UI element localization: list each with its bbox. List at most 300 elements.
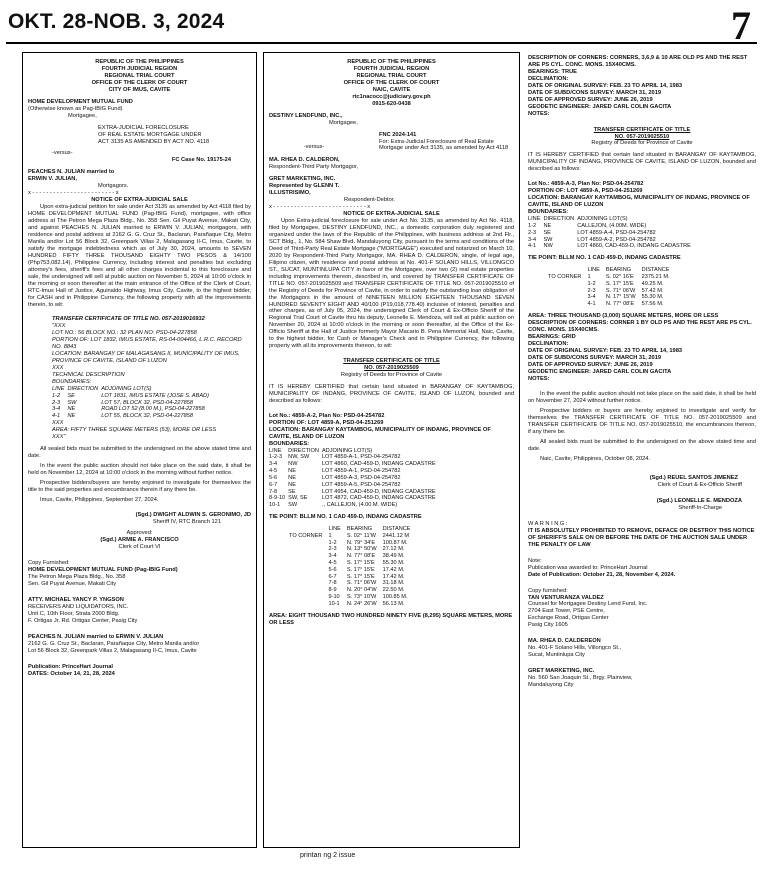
- tct-line-1: LOT NO.: 56 BLOCK NO.: 32 PLAN NO: PSD-04-227858: [52, 330, 197, 337]
- bound-cell-0: 4-1: [528, 243, 537, 250]
- copy-furnished-label: Copy Furnished:: [28, 560, 70, 567]
- bearing-row: [289, 601, 417, 608]
- bearing-row: [289, 540, 417, 547]
- court-line-4: CITY OF IMUS, CAVITE: [108, 86, 171, 93]
- bound-header-cell-1: DIRECTION: [288, 447, 319, 454]
- publication-label: Publication: PrinceHart Journal: [28, 663, 114, 670]
- tct-line-2: PORTION OF: LOT 1832, IMUS ESTATE, RS-04-004466, L.R.C. RECORD NO. 8843: [52, 337, 242, 351]
- note-publication: Publication was awarded to: PrinceHart Journal: [528, 564, 648, 571]
- versus-label: -versus-: [303, 143, 325, 150]
- cf-calderon: MA. RHEA D. CALDEREON: [528, 638, 601, 645]
- bearing-cell-2: 31.18 M.: [382, 580, 405, 587]
- bound-cell-2: LOT 4859-A-3, PSD-04-254782: [321, 474, 401, 481]
- tct-number: NO. 057-2019025510: [614, 133, 670, 140]
- defendant-line-2: ERWIN V. JULIAN,: [28, 176, 77, 183]
- bearing-cell-1: N. 77° 08'E: [346, 553, 376, 560]
- defendant-role: Mortgagors.: [98, 183, 129, 190]
- bound-cell-1: NE: [67, 406, 76, 413]
- case-title-line-0: EXTRA-JUDICIAL FORECLOSURE: [98, 124, 189, 131]
- bound-header-cell-0: LINE: [52, 385, 65, 392]
- cf-gret-line-2: Mandaluyong City: [528, 682, 574, 689]
- bound-cell-0: 3-4: [269, 461, 278, 468]
- original-survey: DATE OF ORIGINAL SURVEY: FEB. 23 TO APRIL 14, 1983: [528, 82, 683, 89]
- bound-cell-0: 1-2-3: [269, 454, 283, 461]
- bound-cell-2: LOT 4859-A-5, PSD-04-254782: [321, 481, 401, 488]
- bearing-cell-0: 9-10: [328, 594, 340, 601]
- court-line-2: REGIONAL TRIAL COURT: [104, 72, 175, 79]
- bound-cell-2: LOT 55, BLOCK 32, PSD-04-227858: [101, 413, 193, 420]
- court-line-3: OFFICE OF THE CLERK OF COURT: [91, 79, 188, 86]
- bearing-row-label: TO CORNER: [548, 273, 582, 280]
- tct-tail-line-1: AREA: FIFTY THREE SQUARE METERS (53), MORE OR LESS: [52, 427, 217, 433]
- print-note: printan ng 2 issue: [300, 852, 356, 859]
- bound-cell-0: 1-2: [52, 392, 61, 399]
- bearing-cell-0: 2-3: [328, 546, 337, 553]
- signature-sheriff-title: Sheriff IV, RTC Branch 121: [152, 518, 221, 525]
- copy-furnished-label: Copy furnished:: [528, 587, 568, 594]
- bearing-cell-1: S. 17° 15'E: [346, 559, 375, 566]
- bound-row: [269, 461, 439, 468]
- plaintiff-role: Mortgagee,: [329, 119, 358, 126]
- bound-header: [269, 448, 439, 455]
- bound-cell-1: NE: [67, 413, 76, 420]
- bearing-cell-1: S. 73° 10'W: [346, 594, 377, 601]
- notice-destiny-lendfund: [263, 52, 520, 848]
- tct-line-4: XXX: [52, 365, 64, 372]
- cf-atty: ATTY. MICHAEL YANCY P. YNGSON: [28, 597, 124, 604]
- issue-date-range: OKT. 28-NOB. 3, 2024: [8, 10, 225, 33]
- bound-row: [52, 400, 212, 407]
- cf-pagibig: HOME DEVELOPMENT MUTUAL FUND (Pag-IBIG Fund): [28, 567, 178, 574]
- bearing-cell-2: 22.50 M.: [382, 587, 405, 594]
- bound-cell-0: 2-3: [52, 399, 61, 406]
- bearing-cell-2: 27.12 M.: [382, 546, 405, 553]
- bound-header-cell-1: DIRECTION: [67, 385, 99, 392]
- cf-atty-firm: RECEIVERS AND LIQUIDATORS, INC.: [28, 604, 129, 611]
- bound-row: [269, 468, 439, 475]
- respondent-1-role: Respondent-Third Party Mortgagor,: [269, 164, 359, 171]
- paragraph-bids: All sealed bids must be submitted to the undersigned on the above stated time and date.: [528, 439, 756, 453]
- bound-cell-2: LOT 4954, CAD-459-D, INDANG CADASTRE: [321, 488, 436, 495]
- cf-pagibig-address-1: The Petron Mega Plaza Bldg., No. 358: [28, 574, 126, 581]
- paragraph-bids: All sealed bids must be submitted to the undersigned on the above stated time and date.: [28, 445, 251, 459]
- notice-title: NOTICE OF EXTRA-JUDICIAL SALE: [91, 197, 188, 204]
- bound-row: [528, 237, 694, 244]
- court-line-2: REGIONAL TRIAL COURT: [356, 72, 427, 79]
- signature-sheriff: (Sgd.) LEONELLE E. MENDOZA: [656, 497, 742, 504]
- tct-registry: Registry of Deeds for Province of Cavite: [340, 372, 443, 379]
- bearing-cell-1: N. 13° 50'W: [346, 546, 377, 553]
- bound-cell-1: SE: [288, 488, 296, 495]
- cf-pagibig-address-2: Sen. Gil Puyat Avenue, Makati City: [28, 581, 117, 588]
- bearing-row-label: [289, 567, 328, 574]
- bound-cell-2: LOT 4859-A-1, PSD-04-254782: [321, 468, 401, 475]
- corners-description-2: DESCRIPTION OF CORNERS: CORNER 1 BY OLD PS AND THE REST ARE PS CYL. CONC. MONS. 15X40CMS.: [528, 319, 752, 333]
- bearing-cell-0: 1: [328, 532, 332, 539]
- tct-title: TRANSFER CERTIFICATE OF TITLE: [343, 358, 440, 365]
- tie-point: TIE POINT: BLLM NO. 1 CAD 459-D, INDANG CADASTRE: [269, 513, 422, 520]
- lot-area: AREA: EIGHT THOUSAND TWO HUNDRED NINETY FIVE (8,295) SQUARE METERS, MORE OR LESS: [269, 612, 513, 626]
- bearing-row-label: [289, 560, 328, 567]
- paragraph-dateline: Imus, Cavite, Philippines, September 27, 2024.: [40, 496, 159, 503]
- bound-cell-1: SE: [67, 392, 75, 399]
- bound-cell-0: 6-7: [269, 481, 278, 488]
- respondent-1: MA. RHEA D. CALDERON,: [269, 157, 340, 164]
- bearing-row: [289, 560, 417, 567]
- bound-cell-1: SW: [288, 502, 298, 509]
- bearing-cell-1: N. 17° 15'W: [605, 294, 636, 301]
- tct-line-3: LOCATION: BARANGAY OF MALAGASANG II, MUNICIPALITY OF IMUS, PROVINCE OF CAVITE, ISLAND OF LUZON: [52, 351, 240, 365]
- original-survey-2: DATE OF ORIGINAL SURVEY: FEB. 23 TO APRIL 14, 1983: [528, 347, 683, 354]
- bearing-cell-0: 10-1: [328, 600, 340, 607]
- warning-title: W A R N I N G :: [528, 520, 568, 527]
- lot-number: Lot No.: 4859-A-3, Plan No: PSD-04-254782: [528, 181, 644, 188]
- cf-mortgagors-address-1: 2162 G. G. Cruz St., Baclaran, Parañaque City, Metro Manila and/or: [28, 640, 200, 647]
- bearings-type: BEARINGS: TRUE: [528, 68, 577, 75]
- case-title-line-1: OF REAL ESTATE MORTGAGE UNDER: [98, 131, 202, 138]
- bound-cell-0: 1-2: [528, 222, 537, 229]
- declination-2: DECLINATION:: [528, 340, 569, 347]
- cf-counsel-line-2: 2704 East Tower, PSE Centre,: [528, 608, 605, 615]
- signature-clerk-title: Clerk of Court & Ex-Officio Sheriff: [657, 482, 742, 489]
- bearing-cell-1: S. 17° 15'E: [346, 573, 375, 580]
- plaintiff-name: DESTINY LENDFUND, INC.,: [269, 112, 343, 119]
- notes-label-2: NOTES:: [528, 375, 550, 382]
- bearing-row: [289, 567, 417, 574]
- cf-mortgagors: PEACHES N. JULIAN married to ERWIN V. JULIAN: [28, 633, 164, 640]
- cf-counsel-line-1: Counsel for Mortgagee Destiny Lend Fund, Inc.: [528, 601, 648, 608]
- bearing-cell-1: N. 24° 26'W: [346, 600, 377, 607]
- signature-clerk: (Sgd.) ARMIE A. FRANCISCO: [100, 537, 179, 544]
- bearing-row: [548, 294, 676, 301]
- cf-gret-line-1: No. 560 San Joaquin St., Brgy. Plainview,: [528, 675, 633, 682]
- bound-cell-1: SW, SE: [288, 495, 308, 502]
- bearing-row: [548, 281, 676, 288]
- bound-row: [52, 413, 212, 420]
- respondent-2-rep: Represented by GLENN T.: [269, 183, 340, 190]
- bound-cell-2: CALLEJON, (4.00M. WIDE): [577, 222, 647, 229]
- bearings-table: [289, 526, 417, 608]
- cf-counsel: TAN VENTURANZA VALDEZ: [528, 594, 604, 601]
- corners-description: DESCRIPTION OF CORNERS: CORNERS, 3,6,9 & 10 ARE OLD PS AND THE REST ARE PS CYL. CONC. MONS. 15X40CMS.: [528, 55, 748, 68]
- bounds-table: [269, 448, 439, 509]
- bearing-row-label: [289, 546, 328, 553]
- bearing-cell-1: N. 79° 34'E: [346, 539, 376, 546]
- note-label: Note:: [528, 557, 542, 564]
- case-caption: [269, 132, 514, 153]
- bound-row: [269, 502, 439, 509]
- bearing-row-label: [548, 288, 587, 295]
- bound-cell-0: 2-3: [528, 229, 537, 236]
- plaintiff-name: HOME DEVELOPMENT MUTUAL FUND: [28, 98, 133, 105]
- plaintiff-aka: (Otherwise known as Pag-IBIG Fund): [28, 105, 123, 112]
- plaintiff-role: Mortgagee,: [68, 112, 97, 119]
- bounds-table: [528, 216, 694, 250]
- bearing-row: [289, 533, 417, 540]
- bearing-header-cell-2: DISTANCE: [641, 267, 670, 274]
- tct-tail: [52, 420, 251, 441]
- bearing-row: [289, 594, 417, 601]
- bound-header: [52, 386, 212, 393]
- bearing-cell-2: 100.87 M.: [382, 539, 408, 546]
- warning-text: IT IS ABSOLUTELY PROHIBITED TO REMOVE, DEFACE OR DESTROY THIS NOTICE OF SHERIFF'S SALE ON OR BEFORE THE DATE OF THE AUCTION SALE UNDER THE PENALTY OF LAW: [528, 527, 755, 548]
- versus-label: -versus-: [52, 150, 73, 157]
- bearing-cell-1: S. 71° 06'W: [605, 287, 636, 294]
- bearing-row-label: [289, 580, 328, 587]
- bearing-cell-0: 2-3: [587, 287, 596, 294]
- bound-cell-1: NE: [288, 481, 296, 488]
- bound-cell-0: 8-9-10: [269, 495, 286, 502]
- notice-body: Upon Extra-judicial foreclosure for sale under Act No. 3135, as amended by Act No. 4118, filed by Mortgagee, DESTINY LENDFUND, INC., a domestic corporation duly registered and organized under the laws of the Republic of the Philippines, with business address at 2nd Flr., SCT Bldg., 1, No. 584 Shaw Blvd. Mandaluyong City, pursuant to the terms and conditions of the Deed of Third-Party Real Estate Mortgage ("MORTGAGE") executed and notarized on March 10, 2020 by Respondent-Third Party Mortgagor, MA. RHEA D. CALDERON, single, of legal age, Filipino citizen, with residence and postal address at No. 401-F SOLANO HILLS, VILLONGCO ST., SUCAT, MUNTINLUPA CITY in favor of the Mortgagee, over two (2) real estate properties including improvements thereon, described in, and covered by TRANSFER CERTIFICATE OF TITLE NO. 057-2019025509 and TRANSFER CERTIFICATE OF TITLE NO. 057-2019025510 of the Registry of Deeds for Province of Cavite, in order to satisfy the outstanding loan obligation of the Mortgagors in the amount of NINETEEN MILLION EIGHTEEN THOUSAND SEVEN HUNDRED SEVENTY EIGHT AND 40/100 (P19,018,778.40) inclusive of interest, penalties and other charges, as of July 05, 2024, the undersigned Clerk of Court & Ex-Officio Sheriff of the Regional Trial Court of Cavite thru his deputy, Leonelle E. Mendoza, will sell at public auction on November 20, 2024 at 10:00 o'clock in the morning or soon thereafter, at the Office of the Ex-Officio Sheriff at the Hall of Justice formerly Mayor Macario B. Pena Memorial Hall, Naic, Cavite, to the highest bidder, for Cash or Manager's Check and in Philippine Currency, the following property with all its improvements thereon, to wit:: [269, 218, 514, 350]
- bearing-cell-2: 49.25 M.: [641, 280, 664, 287]
- bearing-cell-1: S. 17° 15'E: [605, 280, 634, 287]
- paragraph-investigate: Prospective bidders or buyers are hereby enjoined to investigate and verify for themselves the TRANSFER CERTIFICATE OF TITLE NO. 057-2019025509 and TRANSFER CERTIFICATE OF TITLE NO. 057-2019025510, the encumbrances thereon, if any there be.: [528, 408, 756, 436]
- header-rule: [6, 42, 757, 44]
- boundaries-label: BOUNDARIES:: [269, 440, 310, 447]
- bearing-cell-2: 55.30 M.: [382, 559, 405, 566]
- bound-row: [269, 482, 439, 489]
- case-title-line-2: ACT 3135 AS AMENDED BY ACT NO. 4118: [98, 138, 210, 145]
- paragraph-investigate: Prospective bidders/buyers are hereby enjoined to investigate for themselves the title to the said properties and encumbrance therein if any there be.: [28, 479, 251, 493]
- bound-cell-2: LOT 4860, CAD-459-D, INDANG CADASTRE: [577, 243, 691, 250]
- bearings-type-2: BEARINGS: GRID: [528, 333, 576, 340]
- bearing-cell-0: 3-4: [328, 553, 337, 560]
- tct-registry: Registry of Deeds for Province of Cavite: [591, 140, 693, 147]
- approved-label: Approved:: [126, 530, 153, 537]
- bearing-cell-0: 3-4: [587, 294, 596, 301]
- bounds-table: [52, 386, 212, 420]
- lot-portion: PORTION OF: LOT 4859-A, PSD-04-251269: [528, 188, 643, 195]
- bearing-cell-1: S. 02° 16'E: [605, 273, 634, 280]
- defendant-line-1: PEACHES N. JULIAN married to: [28, 169, 115, 176]
- respondent-2-rep-name: ILLUSTRISIMO,: [269, 190, 311, 197]
- notice-pagibig-julian: [22, 52, 257, 848]
- divider: x - - - - - - - - - - - - - - - - - - - - - - - - x: [28, 190, 119, 197]
- bearing-cell-2: 38.49 M.: [382, 553, 405, 560]
- respondent-2: GRET MARKETING, INC.: [269, 176, 336, 183]
- tct-number: NO. 057-2019025509: [364, 365, 419, 372]
- cf-mortgagors-address-2: Lot 56 Block 32, Greenpark Villas 2, Malagasang II-C, Imus, Cavite: [28, 647, 197, 654]
- bearing-cell-2: 100.85 M.: [382, 594, 408, 601]
- bound-cell-0: 10-1: [269, 502, 281, 509]
- bearing-cell-2: 2441.12 M: [382, 532, 410, 539]
- bound-row: [528, 243, 694, 250]
- case-number: FC Case No. 19175-24: [171, 157, 231, 164]
- bearing-header: [548, 267, 676, 274]
- bound-cell-0: 5-6: [269, 474, 278, 481]
- cf-atty-address-2: F. Ortigas Jr. Rd. Ortigas Center, Pasig City: [28, 618, 138, 625]
- notice-destiny-continued: [524, 52, 760, 848]
- bearing-cell-0: 1-2: [328, 539, 337, 546]
- fnc-description: For: Extra-Judicial Foreclosure of Real Estate Mortgage under Act 3135, as amended by Act 4118: [379, 138, 509, 152]
- bearing-header: [289, 526, 417, 533]
- bound-cell-1: NE: [288, 474, 296, 481]
- bound-cell-2: LOT 4859-A-4, PSD-04-254782: [577, 229, 656, 236]
- tct-line-6: BOUNDARIES:: [52, 379, 92, 386]
- court-line-5: rtc1nacocc@judiciary.gov.ph: [352, 93, 431, 100]
- bound-cell-1: SW: [543, 236, 553, 243]
- paragraph-dateline: Naic, Cavite, Philippines, October 08, 2024.: [540, 456, 651, 463]
- bound-cell-0: 7-8: [269, 488, 278, 495]
- court-line-1: FOURTH JUDICIAL REGION: [101, 65, 178, 72]
- bearing-cell-1: N. 77° 08'E: [605, 301, 635, 308]
- bearing-cell-0: 4-1: [587, 301, 596, 308]
- bearing-header-cell-1: BEARING: [346, 525, 373, 532]
- bearing-cell-0: 1-2: [587, 280, 596, 287]
- subd-survey-2: DATE OF SUBD/CONS SURVEY: MARCH 31, 2019: [528, 354, 662, 361]
- bound-cell-1: NW: [288, 461, 298, 468]
- signature-clerk: (Sgd.) REUEL SANTOS JIMENEZ: [649, 475, 738, 482]
- bearing-cell-1: S. 17° 15'E: [346, 566, 375, 573]
- bound-cell-2: ROAD LOT 52 (8.00 M.), PSD-04-227858: [101, 406, 205, 413]
- court-line-4: NAIC, CAVITE: [372, 86, 411, 93]
- cf-gret: GRET MARKETING, INC.: [528, 668, 595, 675]
- geodetic-engineer-2: GEODETIC ENGINEER: JARED CARL COLIN GACITA: [528, 368, 672, 375]
- page-number: 7: [731, 3, 751, 48]
- bound-header-cell-1: DIRECTION: [543, 216, 575, 223]
- bearing-cell-0: 1: [587, 273, 591, 280]
- bound-cell-1: NW, SW: [288, 454, 310, 461]
- tie-point: TIE POINT: BLLM NO. 1 CAD 459-D, INDANG CADASTRE: [528, 255, 681, 262]
- bearing-cell-0: 6-7: [328, 573, 337, 580]
- bearing-row-label: [289, 574, 328, 581]
- bearing-header-cell-0: LINE: [587, 267, 600, 274]
- bound-cell-1: NE: [288, 468, 296, 475]
- notice-body: Upon extra-judicial petition for sale under Act 3135 as amended by Act 4118 filed by HOME DEVELOPMENT MUTUAL FUND (Pag-IBIG Fund), mortgagee, with office address at The Petron Mega Plaza Bldg., No. 358 Sen. Gil Puyat Avenue, Makati City, and against PEACHES N. JULIAN married to ERWIN V. JULIAN, mortgagors, with residence and postal address at 2162 G. G. Cruz St., Baclaran, Parañaque City, Metro Manila and/or Lot 56 Block 32, Greenpark Villas 2, Malagasang II-C, Imus, Cavite, to satisfy the mortgage indebtedness which as of July 30, 2024, amounts to SEVEN HUNDRED FIFTY THREE THOUSAND EIGHTY TWO PESOS & 14/100 (Php753,082.14), Philippine Currency, including interest and penalties but excluding attorney's fees, sheriff's fees and all other charges incidental to this foreclosure and sale, the undersigned will sell at public auction on November 5, 2024 at 10:00 o'clock in the morning or soon thereafter at the main entrance of the Office of the Clerk of Court, RTC-Imus Hall of Justice, Aguinaldo Highway, Imus City, Cavite, to the highest bidder, for CASH and in Philippine Currency, the following property with all the improvements therein, to wit:: [28, 204, 251, 308]
- tct-title: TRANSFER CERTIFICATE OF TITLE NO. 057-2019016932: [52, 316, 205, 323]
- bearing-row: [289, 553, 417, 560]
- tct-line-0: "XXX: [52, 323, 66, 330]
- court-line-3: OFFICE OF THE CLERK OF COURT: [343, 79, 440, 86]
- bearing-cell-0: 5-6: [328, 566, 337, 573]
- bound-cell-0: 4-1: [52, 413, 61, 420]
- bearing-cell-2: 57.42 M.: [641, 287, 664, 294]
- fnc-number: FNC 2024-141: [379, 131, 417, 138]
- bound-cell-2: LOT 57, BLOCK 32, PSD-04-227858: [101, 399, 193, 406]
- bearing-row-label: [289, 594, 328, 601]
- approved-survey: DATE OF APPROVED SURVEY: JUNE 26, 2019: [528, 96, 653, 103]
- bearing-row-label: [289, 601, 328, 608]
- bound-cell-2: ., CALLEJON, (4.00 M. WIDE): [321, 502, 398, 509]
- bound-cell-2: LOT 4859-A-1, PSD-04-254782: [321, 454, 401, 461]
- signature-sheriff: (Sgd.) DWIGHT ALDWIN S. GERONIMO, JD: [135, 511, 251, 518]
- tct-line-5: TECHNICAL DESCRIPTION: [52, 372, 125, 379]
- bearing-cell-1: S. 02° 11'W: [346, 532, 376, 539]
- bearing-cell-1: N. 20° 04'W: [346, 587, 377, 594]
- court-line-0: REPUBLIC OF THE PHILIPPINES: [95, 59, 184, 65]
- bearing-row-label: [548, 301, 587, 308]
- respondent-2-role: Respondent-Debtor.: [344, 197, 395, 204]
- notice-title: NOTICE OF EXTRA-JUDICIAL SALE: [343, 211, 440, 218]
- court-header: [269, 59, 514, 108]
- case-title: [98, 125, 251, 146]
- bound-cell-1: NE: [543, 222, 552, 229]
- lot-area: AREA: THREE THOUSAND (3,000) SQUARE METERS, MORE OR LESS: [528, 312, 719, 319]
- paragraph-reschedule: In the event the public auction should not take place on the said date, it shall be held on November 12, 2024 at 10:00 o'clock in the morning without further notice.: [28, 462, 251, 476]
- bound-cell-2: LOT 4859-A-2, PSD-04-254782: [577, 236, 656, 243]
- bearing-cell-0: 8-9: [328, 587, 337, 594]
- bearing-row-label: [289, 540, 328, 547]
- court-line-6: 0915-620-0438: [372, 100, 411, 107]
- bearing-header-cell-0: LINE: [328, 525, 341, 532]
- bearing-row-label: [548, 294, 587, 301]
- bearing-row: [289, 574, 417, 581]
- bearing-row: [548, 301, 676, 308]
- bearing-header-cell-1: BEARING: [605, 267, 632, 274]
- bound-cell-0: 3-4: [52, 406, 61, 413]
- bearing-cell-1: S. 71° 06'W: [346, 580, 377, 587]
- bearing-cell-2: 55.30 M.: [641, 294, 664, 301]
- note-publication-dates: Date of Publication: October 21, 28, November 4, 2024.: [528, 571, 676, 578]
- bearing-cell-2: 2375.21 M.: [641, 273, 670, 280]
- bound-row: [269, 475, 439, 482]
- bound-header-cell-2: ADJOINING LOT(S): [101, 385, 152, 392]
- bearing-row: [289, 580, 417, 587]
- bound-row: [52, 393, 212, 400]
- tct-title: TRANSFER CERTIFICATE OF TITLE: [593, 126, 691, 133]
- bearing-row-label: TO CORNER: [289, 532, 323, 539]
- lot-location: LOCATION: BARANGAY KAYTAMBOG, MUNICIPALITY OF INDANG, PROVINCE OF CAVITE, ISLAND OF LUZON: [528, 195, 750, 209]
- bearing-cell-0: 7-8: [328, 580, 337, 587]
- bound-cell-2: LOT 4860, CAD-459-D, INDANG CADASTRE: [321, 461, 436, 468]
- declination: DECLINATION:: [528, 75, 569, 82]
- tct-certify: IT IS HEREBY CERTIFIED that certain land situated in BARANGAY OF KAYTAMBOG, MUNICIPALITY OF INDANG, PROVINCE OF CAVITE, ISLAND OF LUZON, bounded and described as follows:: [528, 152, 756, 173]
- bound-row: [269, 489, 439, 496]
- cf-counsel-line-3: Exchange Road, Ortigas Center: [528, 615, 609, 622]
- bearing-cell-0: 4-5: [328, 559, 337, 566]
- bearing-cell-2: 57.56 M.: [641, 301, 664, 308]
- bearing-row-label: [289, 587, 328, 594]
- court-line-1: FOURTH JUDICIAL REGION: [353, 65, 430, 72]
- bound-header-cell-2: ADJOINING LOT(S): [577, 216, 628, 223]
- bound-row: [269, 495, 439, 502]
- bearing-row-label: [548, 281, 587, 288]
- bound-row: [269, 454, 439, 461]
- bearing-header-blank: [548, 267, 587, 274]
- bound-cell-1: NW: [543, 243, 553, 250]
- bound-cell-0: 4-5: [269, 468, 278, 475]
- bound-cell-2: LOT 1831, IMUS ESTATE (JOSE S. ABAD): [101, 392, 209, 399]
- bound-cell-1: SE: [543, 229, 551, 236]
- bound-row: [528, 223, 694, 230]
- bound-header-cell-0: LINE: [269, 447, 282, 454]
- cf-calderon-line-1: No. 401-F Solano Hills, Villongco St.,: [528, 645, 622, 652]
- publication-dates: DATES: October 14, 21, 28, 2024: [28, 670, 115, 677]
- tct-tail-line-2: XXX": [52, 433, 66, 440]
- geodetic-engineer: GEODETIC ENGINEER: JARED CARL COLIN GACITA: [528, 103, 672, 110]
- bearing-header-blank: [289, 526, 328, 533]
- signature-sheriff-title: Sheriff-In-Charge: [678, 504, 722, 511]
- lot-number: Lot No.: 4859-A-2, Plan No: PSD-04-254782: [269, 412, 385, 419]
- bound-header-cell-0: LINE: [528, 216, 541, 223]
- bound-cell-0: 3-4: [528, 236, 537, 243]
- tct-body: [52, 323, 251, 386]
- bearing-cell-2: 56.13 M.: [382, 600, 405, 607]
- cf-atty-address-1: Unit C, 10th Floor, Strata 2000 Bldg.: [28, 611, 120, 618]
- bound-header: [528, 216, 694, 223]
- boundaries-label: BOUNDARIES:: [528, 209, 569, 216]
- bound-cell-2: LOT 4872, CAD-459-D, INDANG CADASTRE: [321, 495, 436, 502]
- divider: x - - - - - - - - - - - - - - - - - - - - - - - - - - - x: [269, 204, 371, 211]
- bearing-cell-2: 17.42 M.: [382, 566, 405, 573]
- signature-clerk-title: Clerk of Court VI: [118, 544, 161, 551]
- bearings-table: [548, 267, 676, 308]
- tct-tail-line-0: XXX: [52, 420, 64, 427]
- cf-counsel-line-4: Pasig City 1605: [528, 622, 568, 629]
- bound-header-cell-2: ADJOINING LOT(S): [321, 447, 373, 454]
- approved-survey-2: DATE OF APPROVED SURVEY: JUNE 26, 2019: [528, 361, 653, 368]
- cf-calderon-line-2: Sucat, Muntinlupa City: [528, 652, 585, 659]
